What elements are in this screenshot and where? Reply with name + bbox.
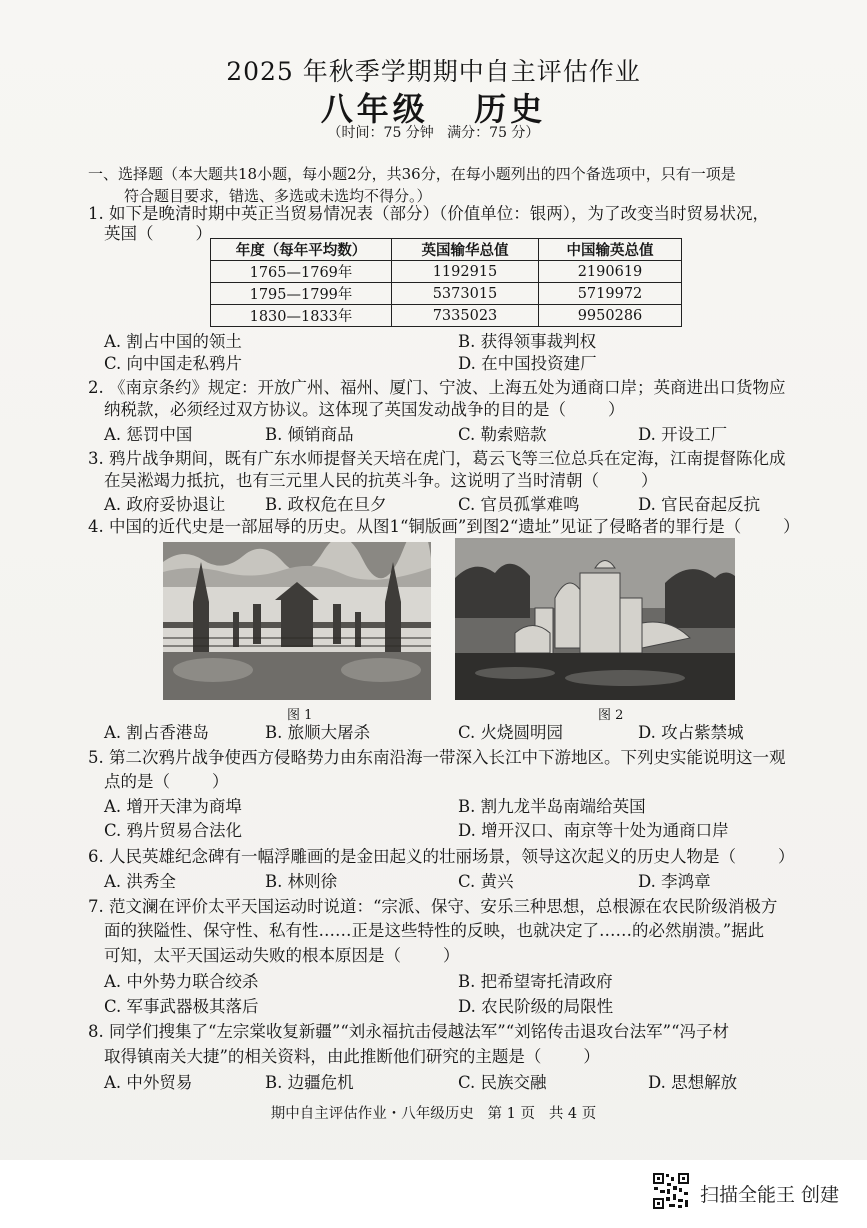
q4-option-d: D. 攻占紫禁城 — [638, 723, 744, 742]
exam-meta: （时间：75 分钟 满分：75 分） — [327, 125, 540, 141]
qr-code-icon — [652, 1172, 690, 1210]
table-cell: 7335023 — [392, 305, 539, 327]
q6-option-b: B. 林则徐 — [265, 872, 338, 891]
q8-option-c: C. 民族交融 — [458, 1073, 547, 1092]
q3-option-a: A. 政府妥协退让 — [104, 495, 226, 514]
q2-option-a: A. 惩罚中国 — [104, 425, 193, 444]
ruins-photo-image — [455, 538, 735, 700]
q1-option-c: C. 向中国走私鸦片 — [104, 354, 243, 373]
q1-option-d: D. 在中国投资建厂 — [458, 354, 597, 373]
figure-1-caption: 图 1 — [287, 708, 313, 723]
q8-stem: 8. 同学们搜集了“左宗棠收复新疆”“刘永福抗击侵越法军”“刘铭传击退攻台法军”“冯子材 — [88, 1022, 730, 1041]
q5-option-b: B. 割九龙半岛南端给英国 — [458, 797, 646, 816]
table-cell: 1765—1769年 — [211, 261, 392, 283]
q6-option-d: D. 李鸿章 — [638, 872, 711, 891]
q2-option-c: C. 勒索赔款 — [458, 425, 547, 444]
table-cell: 9950286 — [539, 305, 682, 327]
q5-option-a: A. 增开天津为商埠 — [104, 797, 242, 816]
page-footer: 期中自主评估作业・八年级历史 第 1 页 共 4 页 — [270, 1106, 597, 1122]
q4-option-a: A. 割占香港岛 — [104, 723, 209, 742]
q5-stem-cont: 点的是（ ） — [104, 772, 229, 791]
trade-table — [210, 238, 682, 327]
q2-option-d: D. 开设工厂 — [638, 425, 728, 444]
q3-option-d: D. 官民奋起反抗 — [638, 495, 761, 514]
q3-option-b: B. 政权危在旦夕 — [265, 495, 387, 514]
q8-option-a: A. 中外贸易 — [104, 1073, 193, 1092]
q2-option-b: B. 倾销商品 — [265, 425, 354, 444]
q2-stem: 2. 《南京条约》规定：开放广州、福州、厦门、宁波、上海五处为通商口岸；英商进出口货物应 — [88, 378, 786, 397]
section-heading: 一、选择题（本大题共18小题，每小题2分，共36分，在每小题列出的四个备选项中，只有一项是 — [88, 165, 736, 183]
q8-stem-cont: 取得镇南关大捷”的相关资料，由此推断他们研究的主题是（ ） — [104, 1047, 600, 1066]
scanner-watermark-text: 扫描全能王 创建 — [700, 1184, 840, 1206]
exam-title: 2025 年秋季学期期中自主评估作业 — [226, 57, 641, 86]
q4-stem: 4. 中国的近代史是一部屈辱的历史。从图1“铜版画”到图2“遗址”见证了侵略者的罪行是（ ） — [88, 517, 800, 536]
q3-stem: 3. 鸦片战争期间，既有广东水师提督关天培在虎门，葛云飞等三位总兵在定海，江南提督陈化成 — [88, 449, 786, 468]
figure-2-caption: 图 2 — [598, 708, 624, 723]
q8-option-b: B. 边疆危机 — [265, 1073, 354, 1092]
table-header: 年度（每年平均数） — [211, 239, 392, 261]
table-cell: 1830—1833年 — [211, 305, 392, 327]
table-cell: 5373015 — [392, 283, 539, 305]
exam-subtitle: 八年级 历史 — [320, 90, 547, 128]
copperplate-engraving-illustration — [163, 542, 431, 700]
q1-option-a: A. 割占中国的领土 — [104, 332, 242, 351]
q6-option-c: C. 黄兴 — [458, 872, 514, 891]
q1-stem: 1. 如下是晚清时期中英正当贸易情况表（部分）（价值单位：银两），为了改变当时贸易状况， — [88, 204, 769, 223]
q5-stem: 5. 第二次鸦片战争使西方侵略势力由东南沿海一带深入长江中下游地区。下列史实能说明这一观 — [88, 748, 786, 767]
copperplate-engraving-image — [163, 542, 431, 700]
table-cell: 1192915 — [392, 261, 539, 283]
table-row — [211, 305, 682, 327]
section-heading-cont: 符合题目要求，错选、多选或未选均不得分。） — [124, 187, 432, 205]
table-header: 中国输英总值 — [539, 239, 682, 261]
q8-option-d: D. 思想解放 — [648, 1073, 738, 1092]
table-row — [211, 283, 682, 305]
q7-option-b: B. 把希望寄托清政府 — [458, 972, 613, 991]
q6-stem: 6. 人民英雄纪念碑有一幅浮雕画的是金田起义的壮丽场景，领导这次起义的历史人物是（ ） — [88, 847, 795, 866]
q7-stem: 7. 范文澜在评价太平天国运动时说道：“宗派、保守、安乐三种思想，总根源在农民阶级消极方 — [88, 897, 778, 916]
q1-stem-cont: 英国（ ） — [104, 224, 212, 243]
table-cell: 2190619 — [539, 261, 682, 283]
table-header-row — [211, 239, 682, 261]
q7-option-c: C. 军事武器极其落后 — [104, 997, 259, 1016]
q7-option-a: A. 中外势力联合绞杀 — [104, 972, 259, 991]
q7-stem-cont-1: 面的狭隘性、保守性、私有性……正是这些特性的反映，也就决定了……的必然崩溃。”据此 — [104, 921, 765, 940]
table-row — [211, 261, 682, 283]
q5-option-c: C. 鸦片贸易合法化 — [104, 821, 243, 840]
table-cell: 5719972 — [539, 283, 682, 305]
ruins-photo-illustration — [455, 538, 735, 700]
q7-option-d: D. 农民阶级的局限性 — [458, 997, 614, 1016]
table-cell: 1795—1799年 — [211, 283, 392, 305]
q4-option-b: B. 旅顺大屠杀 — [265, 723, 371, 742]
q7-stem-cont-2: 可知，太平天国运动失败的根本原因是（ ） — [104, 946, 460, 965]
q5-option-d: D. 增开汉口、南京等十处为通商口岸 — [458, 821, 729, 840]
q1-option-b: B. 获得领事裁判权 — [458, 332, 597, 351]
table-header: 英国输华总值 — [392, 239, 539, 261]
q4-option-c: C. 火烧圆明园 — [458, 723, 564, 742]
q3-stem-cont: 在吴淞竭力抵抗，也有三元里人民的抗英斗争。这说明了当时清朝（ ） — [104, 471, 658, 490]
scanner-watermark-bar — [0, 1160, 867, 1228]
q2-stem-cont: 纳税款，必须经过双方协议。这体现了英国发动战争的目的是（ ） — [104, 400, 625, 419]
q3-option-c: C. 官员孤掌难鸣 — [458, 495, 580, 514]
q6-option-a: A. 洪秀全 — [104, 872, 176, 891]
